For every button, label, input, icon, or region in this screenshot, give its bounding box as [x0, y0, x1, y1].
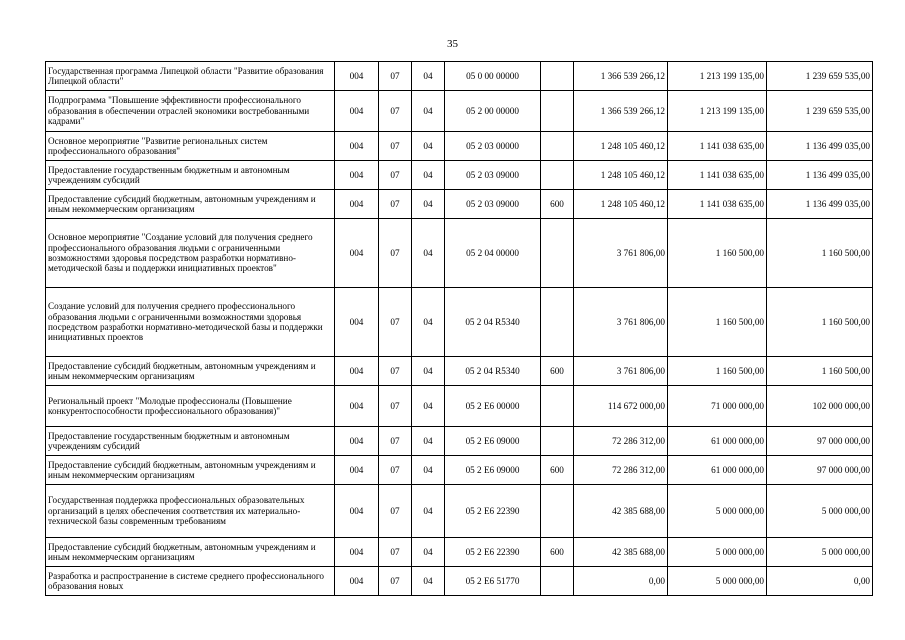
ministry-code: 004 [335, 91, 379, 132]
amount-year-1: 72 286 312,00 [574, 456, 668, 485]
item-name: Подпрограмма "Повышение эффективности профессионального образования в обеспечении отраслей экономики востребованными кадрами" [46, 91, 335, 132]
item-name: Предоставление субсидий бюджетным, автономным учреждениям и иным некоммерческим организациям [46, 538, 335, 567]
subsection-code: 04 [412, 190, 445, 219]
table-row [46, 427, 873, 456]
amount-year-1: 3 761 806,00 [574, 288, 668, 357]
amount-year-3: 5 000 000,00 [767, 538, 873, 567]
amount-year-1: 1 366 539 266,12 [574, 62, 668, 91]
amount-year-2: 1 160 500,00 [668, 357, 767, 386]
item-name: Создание условий для получения среднего профессионального образования людьми с ограниченными возможностями здоровья посредством разработки нормативно-методической базы и поддержки инициативных проектов [46, 288, 335, 357]
subsection-code: 04 [412, 567, 445, 596]
table-row [46, 219, 873, 288]
amount-year-2: 5 000 000,00 [668, 567, 767, 596]
subsection-code: 04 [412, 91, 445, 132]
section-code: 07 [379, 538, 412, 567]
subsection-code: 04 [412, 538, 445, 567]
table-row [46, 567, 873, 596]
item-name: Государственная поддержка профессиональных образовательных организаций в целях обеспечения соответствия их материально-технической базы современным требованиям [46, 485, 335, 538]
expense-type-code [541, 219, 574, 288]
amount-year-1: 0,00 [574, 567, 668, 596]
section-code: 07 [379, 132, 412, 161]
item-name: Основное мероприятие "Создание условий для получения среднего профессионального образования людьми с ограниченными возможностями здоровья посредством разработки нормативно-методической базы и поддержки инициативных проектов" [46, 219, 335, 288]
table-row [46, 190, 873, 219]
amount-year-3: 0,00 [767, 567, 873, 596]
ministry-code: 004 [335, 567, 379, 596]
table-row [46, 456, 873, 485]
table-row [46, 62, 873, 91]
expense-type-code [541, 161, 574, 190]
section-code: 07 [379, 456, 412, 485]
section-code: 07 [379, 62, 412, 91]
expense-type-code: 600 [541, 456, 574, 485]
expense-type-code [541, 386, 574, 427]
item-name: Предоставление субсидий бюджетным, автономным учреждениям и иным некоммерческим организациям [46, 190, 335, 219]
ministry-code: 004 [335, 161, 379, 190]
subsection-code: 04 [412, 427, 445, 456]
target-article-code: 05 2 04 R5340 [445, 357, 541, 386]
amount-year-3: 1 160 500,00 [767, 288, 873, 357]
item-name: Государственная программа Липецкой области "Развитие образования Липецкой области" [46, 62, 335, 91]
amount-year-2: 61 000 000,00 [668, 456, 767, 485]
target-article-code: 05 2 E6 09000 [445, 427, 541, 456]
ministry-code: 004 [335, 485, 379, 538]
expense-type-code [541, 567, 574, 596]
ministry-code: 004 [335, 132, 379, 161]
amount-year-2: 1 160 500,00 [668, 219, 767, 288]
amount-year-3: 1 160 500,00 [767, 219, 873, 288]
item-name: Предоставление государственным бюджетным и автономным учреждениям субсидий [46, 427, 335, 456]
amount-year-1: 42 385 688,00 [574, 485, 668, 538]
table-row [46, 485, 873, 538]
amount-year-3: 1 239 659 535,00 [767, 62, 873, 91]
table-row [46, 288, 873, 357]
target-article-code: 05 2 04 00000 [445, 219, 541, 288]
amount-year-3: 1 136 499 035,00 [767, 161, 873, 190]
table-row [46, 161, 873, 190]
target-article-code: 05 2 E6 51770 [445, 567, 541, 596]
subsection-code: 04 [412, 161, 445, 190]
ministry-code: 004 [335, 427, 379, 456]
item-name: Предоставление субсидий бюджетным, автономным учреждениям и иным некоммерческим организациям [46, 456, 335, 485]
amount-year-1: 1 366 539 266,12 [574, 91, 668, 132]
subsection-code: 04 [412, 386, 445, 427]
target-article-code: 05 2 E6 22390 [445, 485, 541, 538]
section-code: 07 [379, 161, 412, 190]
amount-year-2: 1 141 038 635,00 [668, 190, 767, 219]
amount-year-1: 42 385 688,00 [574, 538, 668, 567]
section-code: 07 [379, 190, 412, 219]
amount-year-2: 5 000 000,00 [668, 485, 767, 538]
expense-type-code: 600 [541, 357, 574, 386]
section-code: 07 [379, 485, 412, 538]
amount-year-1: 114 672 000,00 [574, 386, 668, 427]
table-row [46, 91, 873, 132]
table-row [46, 386, 873, 427]
amount-year-3: 97 000 000,00 [767, 427, 873, 456]
item-name: Разработка и распространение в системе среднего профессионального образования новых [46, 567, 335, 596]
ministry-code: 004 [335, 456, 379, 485]
amount-year-2: 71 000 000,00 [668, 386, 767, 427]
amount-year-2: 1 141 038 635,00 [668, 132, 767, 161]
amount-year-2: 1 141 038 635,00 [668, 161, 767, 190]
amount-year-3: 1 239 659 535,00 [767, 91, 873, 132]
expense-type-code [541, 132, 574, 161]
amount-year-1: 72 286 312,00 [574, 427, 668, 456]
ministry-code: 004 [335, 288, 379, 357]
section-code: 07 [379, 288, 412, 357]
expense-type-code [541, 485, 574, 538]
amount-year-1: 1 248 105 460,12 [574, 190, 668, 219]
page-number: 35 [447, 38, 458, 50]
target-article-code: 05 2 E6 09000 [445, 456, 541, 485]
subsection-code: 04 [412, 485, 445, 538]
target-article-code: 05 2 E6 00000 [445, 386, 541, 427]
budget-table-body [46, 62, 873, 596]
subsection-code: 04 [412, 62, 445, 91]
expense-type-code [541, 91, 574, 132]
ministry-code: 004 [335, 190, 379, 219]
target-article-code: 05 2 03 00000 [445, 132, 541, 161]
section-code: 07 [379, 91, 412, 132]
ministry-code: 004 [335, 62, 379, 91]
target-article-code: 05 2 03 09000 [445, 190, 541, 219]
subsection-code: 04 [412, 132, 445, 161]
ministry-code: 004 [335, 386, 379, 427]
item-name: Предоставление государственным бюджетным и автономным учреждениям субсидий [46, 161, 335, 190]
amount-year-3: 1 136 499 035,00 [767, 132, 873, 161]
amount-year-3: 1 136 499 035,00 [767, 190, 873, 219]
item-name: Региональный проект "Молодые профессионалы (Повышение конкурентоспособности профессионального образования)" [46, 386, 335, 427]
expense-type-code [541, 288, 574, 357]
target-article-code: 05 0 00 00000 [445, 62, 541, 91]
subsection-code: 04 [412, 219, 445, 288]
target-article-code: 05 2 00 00000 [445, 91, 541, 132]
item-name: Основное мероприятие "Развитие региональных систем профессионального образования" [46, 132, 335, 161]
section-code: 07 [379, 567, 412, 596]
amount-year-1: 3 761 806,00 [574, 219, 668, 288]
target-article-code: 05 2 03 09000 [445, 161, 541, 190]
expense-type-code: 600 [541, 190, 574, 219]
amount-year-2: 1 213 199 135,00 [668, 62, 767, 91]
item-name: Предоставление субсидий бюджетным, автономным учреждениям и иным некоммерческим организациям [46, 357, 335, 386]
section-code: 07 [379, 386, 412, 427]
section-code: 07 [379, 219, 412, 288]
subsection-code: 04 [412, 288, 445, 357]
table-row [46, 357, 873, 386]
section-code: 07 [379, 357, 412, 386]
amount-year-2: 1 213 199 135,00 [668, 91, 767, 132]
expense-type-code [541, 62, 574, 91]
expense-type-code: 600 [541, 538, 574, 567]
ministry-code: 004 [335, 538, 379, 567]
amount-year-1: 1 248 105 460,12 [574, 161, 668, 190]
budget-table [45, 61, 873, 596]
amount-year-1: 1 248 105 460,12 [574, 132, 668, 161]
amount-year-1: 3 761 806,00 [574, 357, 668, 386]
ministry-code: 004 [335, 219, 379, 288]
table-row [46, 538, 873, 567]
ministry-code: 004 [335, 357, 379, 386]
section-code: 07 [379, 427, 412, 456]
target-article-code: 05 2 E6 22390 [445, 538, 541, 567]
amount-year-2: 1 160 500,00 [668, 288, 767, 357]
amount-year-2: 5 000 000,00 [668, 538, 767, 567]
amount-year-3: 102 000 000,00 [767, 386, 873, 427]
table-row [46, 132, 873, 161]
expense-type-code [541, 427, 574, 456]
amount-year-3: 5 000 000,00 [767, 485, 873, 538]
amount-year-3: 1 160 500,00 [767, 357, 873, 386]
amount-year-2: 61 000 000,00 [668, 427, 767, 456]
target-article-code: 05 2 04 R5340 [445, 288, 541, 357]
amount-year-3: 97 000 000,00 [767, 456, 873, 485]
subsection-code: 04 [412, 357, 445, 386]
subsection-code: 04 [412, 456, 445, 485]
